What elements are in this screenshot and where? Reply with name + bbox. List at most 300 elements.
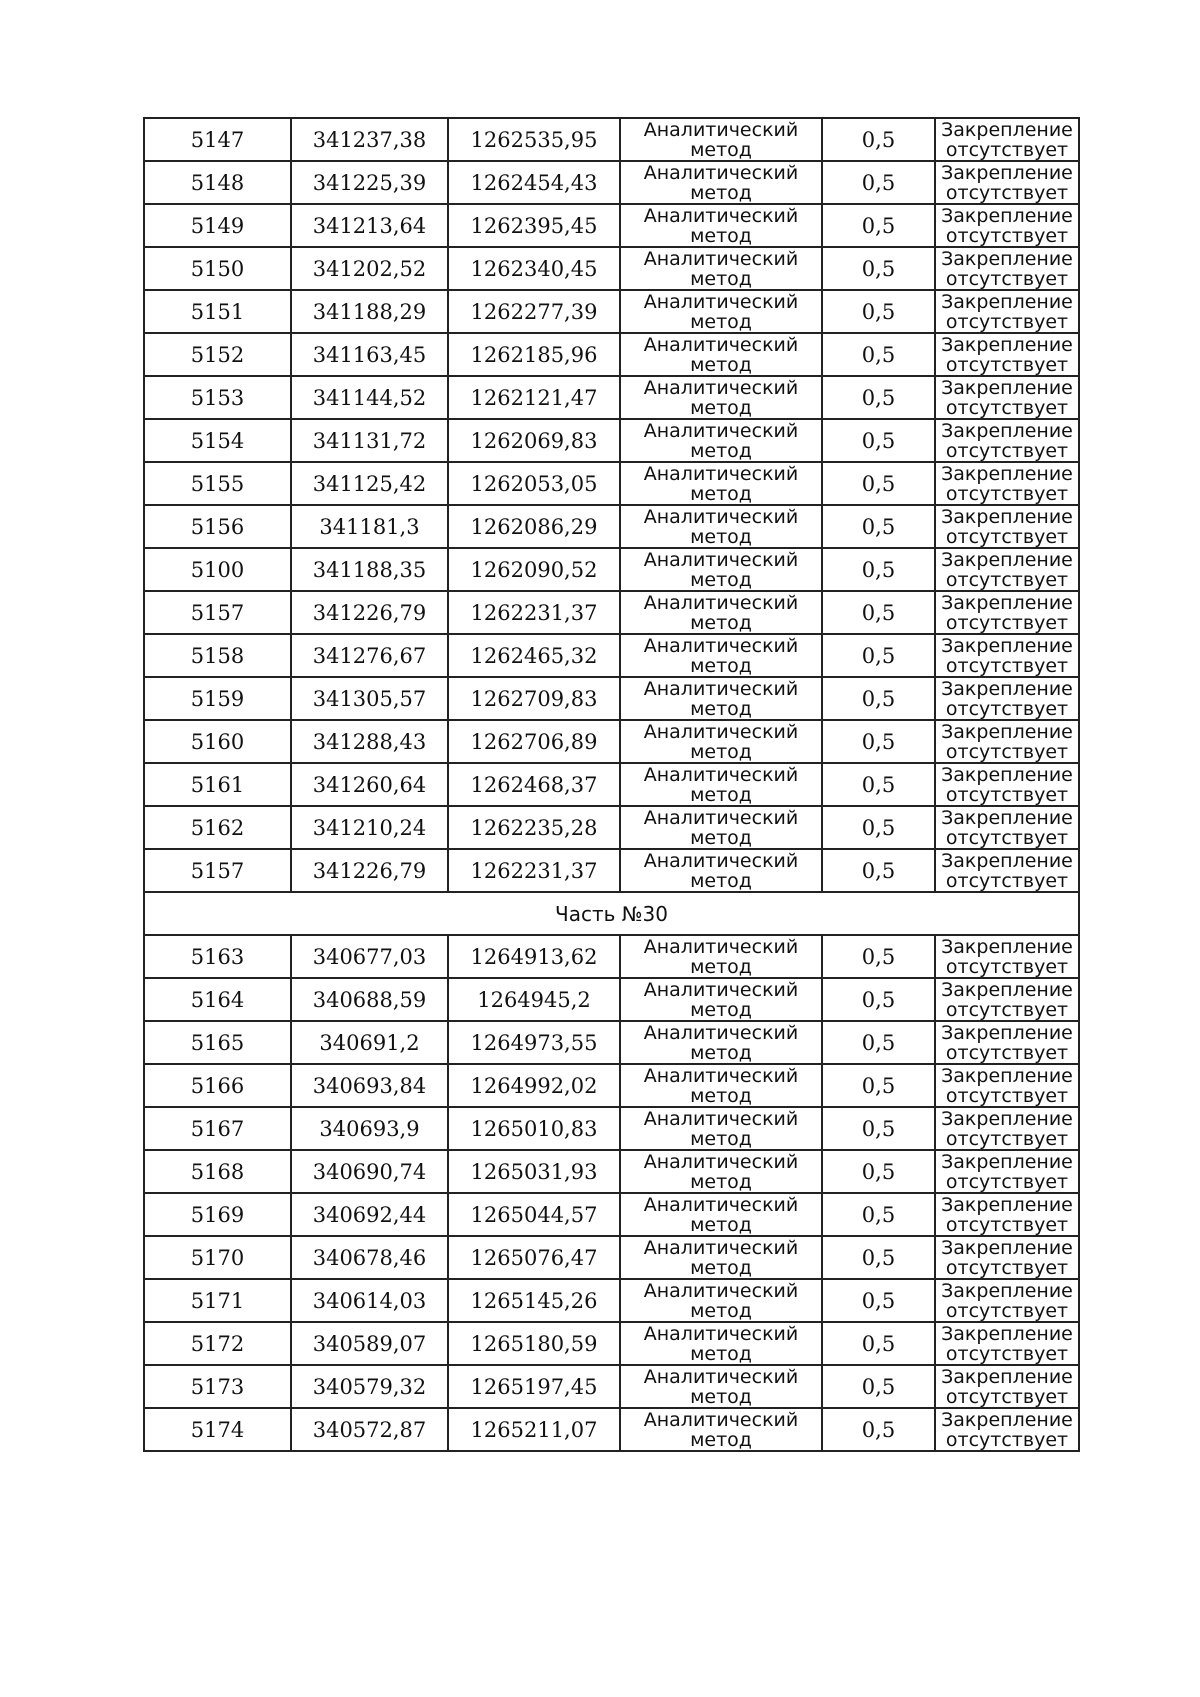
fixing-cell-line: отсутствует: [945, 1127, 1069, 1150]
fixing-cell-line: отсутствует: [945, 1428, 1069, 1451]
table-row: [144, 1150, 1079, 1193]
method-cell-line: метод: [690, 267, 752, 290]
point-number-cell: 5166: [144, 1064, 291, 1107]
table-row: [144, 1236, 1079, 1279]
method-cell: [620, 161, 822, 204]
point-number-cell: 5161: [144, 763, 291, 806]
x-coordinate-cell: 341260,64: [291, 763, 448, 806]
fixing-cell: [935, 1150, 1079, 1193]
fixing-cell-line: Закрепление: [941, 806, 1073, 829]
y-coordinate-cell: 1262231,37: [448, 849, 620, 892]
fixing-cell-line: отсутствует: [945, 1041, 1069, 1064]
x-coordinate-cell: 341237,38: [291, 118, 448, 161]
y-coordinate-cell: 1262395,45: [448, 204, 620, 247]
fixing-cell-line: Закрепление: [941, 1150, 1073, 1173]
x-coordinate-cell: 341188,35: [291, 548, 448, 591]
table-row: [144, 333, 1079, 376]
method-cell-line: метод: [690, 482, 752, 505]
section-title: Часть №30: [144, 892, 1079, 935]
method-cell-line: метод: [690, 1213, 752, 1236]
y-coordinate-cell: 1265211,07: [448, 1408, 620, 1451]
method-cell-line: метод: [690, 740, 752, 763]
y-coordinate-cell: 1262535,95: [448, 118, 620, 161]
accuracy-cell: 0,5: [822, 1322, 935, 1365]
x-coordinate-cell: 340688,59: [291, 978, 448, 1021]
method-cell-line: метод: [690, 525, 752, 548]
fixing-cell: [935, 763, 1079, 806]
fixing-cell: [935, 247, 1079, 290]
fixing-cell-line: Закрепление: [941, 376, 1073, 399]
fixing-cell: [935, 720, 1079, 763]
fixing-cell-line: Закрепление: [941, 634, 1073, 657]
table-row: [144, 204, 1079, 247]
fixing-cell: [935, 462, 1079, 505]
fixing-cell-line: отсутствует: [945, 955, 1069, 978]
y-coordinate-cell: 1265145,26: [448, 1279, 620, 1322]
table-row: [144, 1279, 1079, 1322]
point-number-cell: 5169: [144, 1193, 291, 1236]
y-coordinate-cell: 1262465,32: [448, 634, 620, 677]
y-coordinate-cell: 1265180,59: [448, 1322, 620, 1365]
method-cell-line: метод: [690, 396, 752, 419]
point-number-cell: 5157: [144, 591, 291, 634]
method-cell: [620, 1064, 822, 1107]
point-number-cell: 5150: [144, 247, 291, 290]
fixing-cell-line: отсутствует: [945, 998, 1069, 1021]
fixing-cell: [935, 376, 1079, 419]
x-coordinate-cell: 340614,03: [291, 1279, 448, 1322]
accuracy-cell: 0,5: [822, 376, 935, 419]
x-coordinate-cell: 340579,32: [291, 1365, 448, 1408]
method-cell-line: метод: [690, 353, 752, 376]
fixing-cell-line: Закрепление: [941, 290, 1073, 313]
point-number-cell: 5173: [144, 1365, 291, 1408]
fixing-cell: [935, 505, 1079, 548]
accuracy-cell: 0,5: [822, 1365, 935, 1408]
fixing-cell-line: Закрепление: [941, 204, 1073, 227]
accuracy-cell: 0,5: [822, 591, 935, 634]
fixing-cell-line: Закрепление: [941, 548, 1073, 571]
fixing-cell-line: Закрепление: [941, 419, 1073, 442]
table-row: [144, 1193, 1079, 1236]
fixing-cell-line: Закрепление: [941, 247, 1073, 270]
x-coordinate-cell: 341276,67: [291, 634, 448, 677]
method-cell-line: метод: [690, 568, 752, 591]
fixing-cell: [935, 118, 1079, 161]
accuracy-cell: 0,5: [822, 290, 935, 333]
point-number-cell: 5174: [144, 1408, 291, 1451]
x-coordinate-cell: 341226,79: [291, 849, 448, 892]
table-row: [144, 462, 1079, 505]
method-cell-line: Аналитический: [643, 1322, 799, 1345]
method-cell-line: Аналитический: [643, 1064, 799, 1087]
method-cell-line: метод: [690, 654, 752, 677]
x-coordinate-cell: 341213,64: [291, 204, 448, 247]
fixing-cell-line: отсутствует: [945, 697, 1069, 720]
y-coordinate-cell: 1262235,28: [448, 806, 620, 849]
fixing-cell: [935, 419, 1079, 462]
fixing-cell-line: отсутствует: [945, 611, 1069, 634]
method-cell: [620, 1236, 822, 1279]
y-coordinate-cell: 1264973,55: [448, 1021, 620, 1064]
table-body: [144, 118, 1079, 1451]
fixing-cell-line: отсутствует: [945, 654, 1069, 677]
table-row: [144, 247, 1079, 290]
method-cell-line: метод: [690, 1342, 752, 1365]
method-cell-line: Аналитический: [643, 1365, 799, 1388]
x-coordinate-cell: 341125,42: [291, 462, 448, 505]
fixing-cell: [935, 1021, 1079, 1064]
method-cell-line: Аналитический: [643, 935, 799, 958]
table-row: [144, 634, 1079, 677]
x-coordinate-cell: 341131,72: [291, 419, 448, 462]
y-coordinate-cell: 1262121,47: [448, 376, 620, 419]
y-coordinate-cell: 1262053,05: [448, 462, 620, 505]
method-cell: [620, 462, 822, 505]
table-row: [144, 548, 1079, 591]
fixing-cell: [935, 1279, 1079, 1322]
fixing-cell-line: Закрепление: [941, 462, 1073, 485]
x-coordinate-cell: 341225,39: [291, 161, 448, 204]
x-coordinate-cell: 341188,29: [291, 290, 448, 333]
point-number-cell: 5171: [144, 1279, 291, 1322]
method-cell: [620, 591, 822, 634]
method-cell: [620, 935, 822, 978]
fixing-cell-line: Закрепление: [941, 1365, 1073, 1388]
fixing-cell: [935, 204, 1079, 247]
method-cell-line: Аналитический: [643, 118, 799, 141]
fixing-cell-line: Закрепление: [941, 1279, 1073, 1302]
point-number-cell: 5170: [144, 1236, 291, 1279]
table-row: [144, 1322, 1079, 1365]
point-number-cell: 5149: [144, 204, 291, 247]
fixing-cell-line: Закрепление: [941, 1236, 1073, 1259]
accuracy-cell: 0,5: [822, 720, 935, 763]
x-coordinate-cell: 340691,2: [291, 1021, 448, 1064]
fixing-cell: [935, 806, 1079, 849]
method-cell-line: метод: [690, 869, 752, 892]
method-cell-line: метод: [690, 439, 752, 462]
method-cell: [620, 1322, 822, 1365]
method-cell: [620, 1279, 822, 1322]
method-cell: [620, 333, 822, 376]
method-cell-line: метод: [690, 1256, 752, 1279]
fixing-cell-line: Закрепление: [941, 118, 1073, 141]
table-row: [144, 849, 1079, 892]
y-coordinate-cell: 1262468,37: [448, 763, 620, 806]
method-cell-line: Аналитический: [643, 1279, 799, 1302]
y-coordinate-cell: 1262231,37: [448, 591, 620, 634]
table-row: [144, 1365, 1079, 1408]
accuracy-cell: 0,5: [822, 763, 935, 806]
fixing-cell: [935, 634, 1079, 677]
point-number-cell: 5147: [144, 118, 291, 161]
x-coordinate-cell: 340572,87: [291, 1408, 448, 1451]
fixing-cell-line: Закрепление: [941, 1408, 1073, 1431]
accuracy-cell: 0,5: [822, 505, 935, 548]
fixing-cell: [935, 161, 1079, 204]
point-number-cell: 5160: [144, 720, 291, 763]
fixing-cell-line: отсутствует: [945, 310, 1069, 333]
point-number-cell: 5152: [144, 333, 291, 376]
fixing-cell-line: отсутствует: [945, 482, 1069, 505]
method-cell-line: Аналитический: [643, 806, 799, 829]
method-cell: [620, 677, 822, 720]
method-cell-line: Аналитический: [643, 1107, 799, 1130]
accuracy-cell: 0,5: [822, 1021, 935, 1064]
point-number-cell: 5151: [144, 290, 291, 333]
table-row: [144, 290, 1079, 333]
accuracy-cell: 0,5: [822, 118, 935, 161]
fixing-cell-line: отсутствует: [945, 224, 1069, 247]
method-cell-line: метод: [690, 955, 752, 978]
method-cell: [620, 505, 822, 548]
fixing-cell: [935, 677, 1079, 720]
x-coordinate-cell: 341163,45: [291, 333, 448, 376]
fixing-cell-line: отсутствует: [945, 1170, 1069, 1193]
fixing-cell-line: отсутствует: [945, 1084, 1069, 1107]
method-cell: [620, 548, 822, 591]
accuracy-cell: 0,5: [822, 333, 935, 376]
method-cell-line: Аналитический: [643, 634, 799, 657]
table-row: [144, 677, 1079, 720]
y-coordinate-cell: 1264945,2: [448, 978, 620, 1021]
accuracy-cell: 0,5: [822, 935, 935, 978]
method-cell-line: Аналитический: [643, 376, 799, 399]
table-row: [144, 978, 1079, 1021]
method-cell-line: метод: [690, 1299, 752, 1322]
method-cell-line: Аналитический: [643, 1021, 799, 1044]
y-coordinate-cell: 1265197,45: [448, 1365, 620, 1408]
y-coordinate-cell: 1264992,02: [448, 1064, 620, 1107]
accuracy-cell: 0,5: [822, 978, 935, 1021]
coordinates-table: [143, 117, 1080, 1452]
table-row: [144, 763, 1079, 806]
point-number-cell: 5164: [144, 978, 291, 1021]
fixing-cell-line: отсутствует: [945, 740, 1069, 763]
fixing-cell: [935, 333, 1079, 376]
x-coordinate-cell: 341181,3: [291, 505, 448, 548]
method-cell-line: метод: [690, 697, 752, 720]
fixing-cell-line: отсутствует: [945, 568, 1069, 591]
fixing-cell-line: отсутствует: [945, 525, 1069, 548]
fixing-cell-line: Закрепление: [941, 1322, 1073, 1345]
fixing-cell: [935, 1408, 1079, 1451]
method-cell-line: Аналитический: [643, 161, 799, 184]
fixing-cell: [935, 1236, 1079, 1279]
method-cell: [620, 204, 822, 247]
method-cell: [620, 1150, 822, 1193]
x-coordinate-cell: 341144,52: [291, 376, 448, 419]
method-cell: [620, 978, 822, 1021]
y-coordinate-cell: 1265076,47: [448, 1236, 620, 1279]
accuracy-cell: 0,5: [822, 634, 935, 677]
table-row: [144, 1408, 1079, 1451]
y-coordinate-cell: 1262709,83: [448, 677, 620, 720]
method-cell-line: метод: [690, 1041, 752, 1064]
x-coordinate-cell: 340693,9: [291, 1107, 448, 1150]
accuracy-cell: 0,5: [822, 419, 935, 462]
method-cell: [620, 1365, 822, 1408]
accuracy-cell: 0,5: [822, 204, 935, 247]
fixing-cell: [935, 1365, 1079, 1408]
point-number-cell: 5163: [144, 935, 291, 978]
table-row: [144, 591, 1079, 634]
x-coordinate-cell: 341288,43: [291, 720, 448, 763]
accuracy-cell: 0,5: [822, 1279, 935, 1322]
point-number-cell: 5156: [144, 505, 291, 548]
fixing-cell: [935, 548, 1079, 591]
fixing-cell-line: отсутствует: [945, 1385, 1069, 1408]
x-coordinate-cell: 341226,79: [291, 591, 448, 634]
accuracy-cell: 0,5: [822, 1064, 935, 1107]
method-cell-line: Аналитический: [643, 1236, 799, 1259]
fixing-cell: [935, 1322, 1079, 1365]
x-coordinate-cell: 340589,07: [291, 1322, 448, 1365]
method-cell-line: Аналитический: [643, 763, 799, 786]
x-coordinate-cell: 341305,57: [291, 677, 448, 720]
method-cell-line: метод: [690, 1428, 752, 1451]
point-number-cell: 5154: [144, 419, 291, 462]
method-cell: [620, 1021, 822, 1064]
fixing-cell-line: отсутствует: [945, 267, 1069, 290]
fixing-cell-line: отсутствует: [945, 869, 1069, 892]
method-cell-line: Аналитический: [643, 247, 799, 270]
table-row: [144, 1107, 1079, 1150]
accuracy-cell: 0,5: [822, 677, 935, 720]
method-cell: [620, 806, 822, 849]
fixing-cell: [935, 290, 1079, 333]
accuracy-cell: 0,5: [822, 849, 935, 892]
accuracy-cell: 0,5: [822, 1193, 935, 1236]
fixing-cell-line: отсутствует: [945, 439, 1069, 462]
method-cell-line: метод: [690, 1127, 752, 1150]
point-number-cell: 5100: [144, 548, 291, 591]
fixing-cell: [935, 1107, 1079, 1150]
method-cell-line: метод: [690, 998, 752, 1021]
accuracy-cell: 0,5: [822, 247, 935, 290]
fixing-cell-line: Закрепление: [941, 1021, 1073, 1044]
method-cell-line: метод: [690, 1170, 752, 1193]
accuracy-cell: 0,5: [822, 1150, 935, 1193]
fixing-cell-line: отсутствует: [945, 181, 1069, 204]
method-cell-line: метод: [690, 224, 752, 247]
point-number-cell: 5167: [144, 1107, 291, 1150]
table-row: [144, 161, 1079, 204]
accuracy-cell: 0,5: [822, 548, 935, 591]
fixing-cell-line: отсутствует: [945, 1342, 1069, 1365]
y-coordinate-cell: 1262706,89: [448, 720, 620, 763]
point-number-cell: 5155: [144, 462, 291, 505]
fixing-cell-line: отсутствует: [945, 1256, 1069, 1279]
y-coordinate-cell: 1262090,52: [448, 548, 620, 591]
accuracy-cell: 0,5: [822, 806, 935, 849]
fixing-cell-line: отсутствует: [945, 1299, 1069, 1322]
fixing-cell: [935, 978, 1079, 1021]
method-cell-line: Аналитический: [643, 720, 799, 743]
method-cell-line: Аналитический: [643, 290, 799, 313]
method-cell-line: Аналитический: [643, 505, 799, 528]
fixing-cell: [935, 591, 1079, 634]
point-number-cell: 5165: [144, 1021, 291, 1064]
fixing-cell: [935, 935, 1079, 978]
table-row: [144, 118, 1079, 161]
method-cell: [620, 376, 822, 419]
fixing-cell-line: Закрепление: [941, 677, 1073, 700]
method-cell: [620, 247, 822, 290]
method-cell-line: Аналитический: [643, 1193, 799, 1216]
method-cell-line: Аналитический: [643, 849, 799, 872]
accuracy-cell: 0,5: [822, 161, 935, 204]
method-cell: [620, 849, 822, 892]
method-cell: [620, 1107, 822, 1150]
y-coordinate-cell: 1262340,45: [448, 247, 620, 290]
fixing-cell-line: Закрепление: [941, 935, 1073, 958]
method-cell-line: Аналитический: [643, 333, 799, 356]
table-row: [144, 1064, 1079, 1107]
y-coordinate-cell: 1262086,29: [448, 505, 620, 548]
fixing-cell-line: Закрепление: [941, 849, 1073, 872]
fixing-cell-line: Закрепление: [941, 720, 1073, 743]
point-number-cell: 5162: [144, 806, 291, 849]
fixing-cell-line: отсутствует: [945, 783, 1069, 806]
fixing-cell-line: Закрепление: [941, 591, 1073, 614]
method-cell-line: метод: [690, 138, 752, 161]
method-cell: [620, 1193, 822, 1236]
y-coordinate-cell: 1262277,39: [448, 290, 620, 333]
y-coordinate-cell: 1265044,57: [448, 1193, 620, 1236]
method-cell-line: метод: [690, 181, 752, 204]
accuracy-cell: 0,5: [822, 1107, 935, 1150]
x-coordinate-cell: 340690,74: [291, 1150, 448, 1193]
table-row: [144, 806, 1079, 849]
fixing-cell-line: отсутствует: [945, 138, 1069, 161]
fixing-cell-line: Закрепление: [941, 505, 1073, 528]
fixing-cell-line: Закрепление: [941, 1064, 1073, 1087]
method-cell-line: Аналитический: [643, 677, 799, 700]
y-coordinate-cell: 1265031,93: [448, 1150, 620, 1193]
method-cell: [620, 720, 822, 763]
x-coordinate-cell: 341210,24: [291, 806, 448, 849]
point-number-cell: 5172: [144, 1322, 291, 1365]
method-cell-line: Аналитический: [643, 204, 799, 227]
fixing-cell-line: Закрепление: [941, 161, 1073, 184]
x-coordinate-cell: 341202,52: [291, 247, 448, 290]
method-cell: [620, 118, 822, 161]
point-number-cell: 5168: [144, 1150, 291, 1193]
method-cell-line: Аналитический: [643, 1150, 799, 1173]
fixing-cell-line: отсутствует: [945, 1213, 1069, 1236]
point-number-cell: 5158: [144, 634, 291, 677]
y-coordinate-cell: 1262454,43: [448, 161, 620, 204]
method-cell-line: метод: [690, 310, 752, 333]
method-cell-line: Аналитический: [643, 462, 799, 485]
method-cell-line: метод: [690, 1385, 752, 1408]
x-coordinate-cell: 340677,03: [291, 935, 448, 978]
method-cell: [620, 419, 822, 462]
method-cell-line: Аналитический: [643, 978, 799, 1001]
table-row: [144, 1021, 1079, 1064]
fixing-cell-line: отсутствует: [945, 396, 1069, 419]
fixing-cell-line: Закрепление: [941, 763, 1073, 786]
section-row: [144, 892, 1079, 935]
method-cell-line: Аналитический: [643, 1408, 799, 1431]
fixing-cell: [935, 1064, 1079, 1107]
method-cell-line: Аналитический: [643, 419, 799, 442]
method-cell-line: метод: [690, 826, 752, 849]
method-cell: [620, 634, 822, 677]
table-row: [144, 376, 1079, 419]
